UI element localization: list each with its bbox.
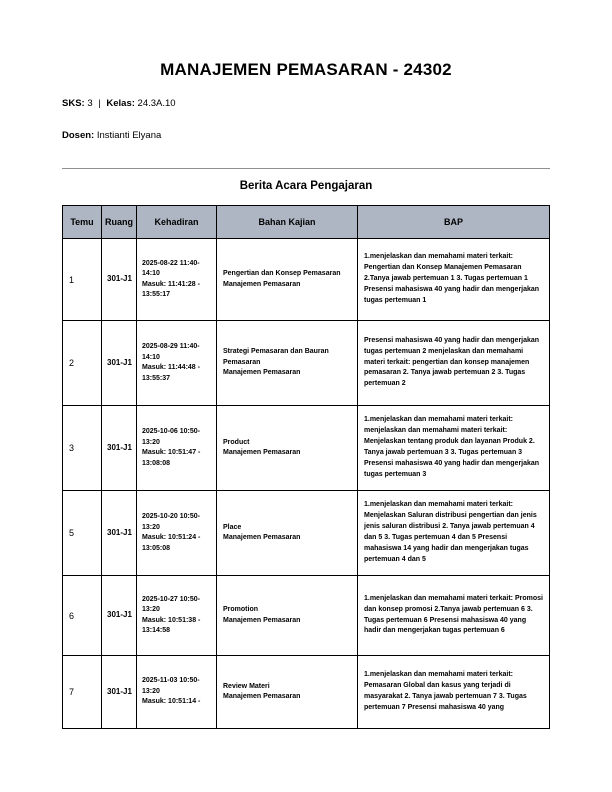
meta-separator: | [98, 98, 101, 109]
bahan-kajian-topic: Place [223, 523, 242, 531]
cell-bap: Presensi mahasiswa 40 yang hadir dan mengerjakan tugas pertemuan 2 menjelaskan dan memahami materi terkait: pengertian dan konsep manajemen pemasaran 2. Tanya jawab pertemuan 2 3. Tugas pertemuan 2 [358, 321, 550, 406]
kehadiran-masuk-time: Masuk: 10:51:14 - [142, 698, 201, 706]
kehadiran-schedule: 2025-08-29 11:40-14:10 [142, 343, 200, 361]
kelas-value: 24.3A.10 [137, 98, 176, 109]
bahan-kajian-course: Manajemen Pemasaran [223, 369, 301, 377]
bahan-kajian-topic: Strategi Pemasaran dan Bauran Pemasaran [223, 348, 329, 366]
cell-kehadiran [137, 406, 217, 491]
cell-temu: 6 [63, 576, 102, 656]
sks-label: SKS: [62, 98, 85, 109]
kehadiran-masuk-time: Masuk: 10:51:38 - 13:14:58 [142, 616, 201, 634]
cell-temu: 1 [63, 239, 102, 321]
table-header [63, 206, 550, 239]
kehadiran-schedule: 2025-10-27 10:50-13:20 [142, 595, 200, 613]
cell-temu: 3 [63, 406, 102, 491]
column-header-ruang: Ruang [102, 206, 137, 239]
cell-bahan-kajian [217, 656, 358, 729]
kelas-label: Kelas: [106, 98, 135, 109]
table-body [63, 239, 550, 729]
berita-acara-table [62, 205, 550, 729]
cell-kehadiran [137, 656, 217, 729]
bahan-kajian-course: Manajemen Pemasaran [223, 693, 301, 700]
bahan-kajian-topic: Product [223, 438, 250, 446]
kehadiran-masuk-time: Masuk: 10:51:47 - 13:08:08 [142, 449, 201, 467]
kehadiran-masuk-time: Masuk: 11:44:48 - 13:55:37 [142, 364, 200, 382]
cell-kehadiran [137, 576, 217, 656]
cell-ruang: 301-J1 [102, 406, 137, 491]
cell-bahan-kajian [217, 491, 358, 576]
cell-bap: 1.menjelaskan dan memahami materi terkait: Promosi dan konsep promosi 2.Tanya jawab pertemuan 6 3. Tugas pertemuan 6 Presensi mahasiswa 40 yang hadir dan mengerjakan tugas pertemuan 6 [358, 576, 550, 656]
bahan-kajian-course: Manajemen Pemasaran [223, 449, 301, 456]
horizontal-divider [62, 168, 550, 169]
cell-bap: 1.menjelaskan dan memahami materi terkait: menjelaskan dan memahami materi terkait: Menjelaskan tentang produk dan layanan Produk 2. Tanya jawab pertemuan 3 3. Tugas pertemuan 3 Presensi mahasiswa 40 yang hadir dan mengerjakan tugas pertemuan 3 [358, 406, 550, 491]
table-row [63, 491, 550, 576]
dosen-value: Instianti Elyana [96, 130, 162, 141]
cell-ruang: 301-J1 [102, 491, 137, 576]
column-header-temu: Temu [63, 206, 102, 239]
course-meta-line [62, 98, 550, 109]
sks-value: 3 [87, 98, 93, 109]
bahan-kajian-topic: Promotion [223, 606, 258, 613]
cell-kehadiran [137, 321, 217, 406]
dosen-meta-line [62, 130, 550, 141]
kehadiran-schedule: 2025-08-22 11:40-14:10 [142, 259, 200, 277]
cell-ruang: 301-J1 [102, 321, 137, 406]
column-header-kehadiran: Kehadiran [137, 206, 217, 239]
bahan-kajian-course: Manajemen Pemasaran [223, 534, 301, 541]
cell-ruang: 301-J1 [102, 576, 137, 656]
table-row [63, 656, 550, 729]
cell-kehadiran [137, 491, 217, 576]
table-row [63, 576, 550, 656]
cell-bap: 1.menjelaskan dan memahami materi terkait: Pengertian dan Konsep Manajemen Pemasaran 2.Tanya jawab pertemuan 1 3. Tugas pertemuan 1 Presensi mahasiswa 40 yang hadir dan mengerjakan tugas pertemuan 1 [358, 239, 550, 321]
table-header-row [63, 206, 550, 239]
kehadiran-masuk-time: Masuk: 10:51:24 - 13:05:08 [142, 534, 201, 552]
page-title: MANAJEMEN PEMASARAN - 24302 [160, 60, 452, 79]
kehadiran-schedule: 2025-10-06 10:50-13:20 [142, 428, 200, 446]
cell-temu: 7 [63, 656, 102, 729]
bahan-kajian-course: Manajemen Pemasaran [223, 616, 301, 624]
cell-bahan-kajian [217, 406, 358, 491]
table-row [63, 239, 550, 321]
cell-bahan-kajian [217, 576, 358, 656]
kehadiran-schedule: 2025-11-03 10:50-13:20 [142, 677, 200, 695]
cell-bap: 1.menjelaskan dan memahami materi terkait: Menjelaskan Saluran distribusi pengertian dan jenis jenis saluran distribusi 2. Tanya jawab pertemuan 4 dan 5 3. Tugas pertemuan 4 dan 5 Presensi mahasiswa 14 yang hadir dan mengerjakan tugas pertemuan 4 dan 5 [358, 491, 550, 576]
cell-bahan-kajian [217, 239, 358, 321]
cell-temu: 2 [63, 321, 102, 406]
dosen-label: Dosen: [62, 130, 95, 141]
bahan-kajian-topic: Review Materi [223, 682, 270, 690]
table-row [63, 321, 550, 406]
kehadiran-masuk-time: Masuk: 11:41:28 - 13:55:17 [142, 280, 200, 298]
cell-bahan-kajian [217, 321, 358, 406]
cell-temu: 5 [63, 491, 102, 576]
cell-ruang: 301-J1 [102, 656, 137, 729]
cell-bap: 1.menjelaskan dan memahami materi terkait: Pemasaran Global dan kasus yang terjadi di masyarakat 2. Tanya jawab pertemuan 7 3. Tugas pertemuan 7 Presensi mahasiswa 40 yang [358, 656, 550, 729]
cell-kehadiran [137, 239, 217, 321]
column-header-bahan-kajian: Bahan Kajian [217, 206, 358, 239]
bahan-kajian-topic: Pengertian dan Konsep Pemasaran [223, 270, 341, 277]
section-title: Berita Acara Pengajaran [239, 180, 373, 192]
table-row [63, 406, 550, 491]
bahan-kajian-course: Manajemen Pemasaran [223, 280, 301, 288]
kehadiran-schedule: 2025-10-20 10:50-13:20 [142, 513, 200, 531]
column-header-bap: BAP [358, 206, 550, 239]
cell-ruang: 301-J1 [102, 239, 137, 321]
